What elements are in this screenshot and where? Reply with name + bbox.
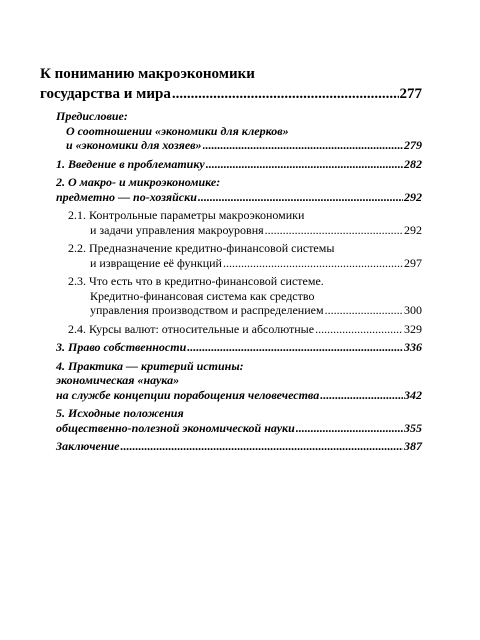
toc-entry-text: 2.1. Контрольные параметры макроэкономики (68, 208, 305, 222)
toc-entry-text: общественно-полезной экономической науки (56, 420, 295, 435)
leader-dots (320, 388, 403, 403)
toc-entry-macro-micro[interactable] (40, 175, 422, 204)
leader-dots (120, 439, 403, 454)
toc-entry-text: 3. Право собственности (56, 340, 187, 354)
toc-page-number: 355 (404, 420, 422, 435)
leader-dots (296, 421, 403, 436)
toc-entry-practice[interactable] (40, 359, 422, 403)
toc-page-number: 292 (404, 189, 422, 204)
toc-entry-text: 5. Исходные положения (56, 406, 184, 420)
toc-entry-text: 2.4. Курсы валют: относительные и абсолютные (68, 321, 315, 336)
toc-entry-text: Заключение (56, 439, 120, 453)
toc-line (56, 373, 422, 388)
toc-entry-macroeconomics[interactable] (40, 64, 422, 104)
toc-line (68, 223, 422, 238)
toc-entry-2-4[interactable] (40, 322, 422, 337)
toc-line (56, 175, 422, 190)
toc-line (56, 138, 422, 153)
leader-dots (187, 340, 403, 355)
toc-entry-preface[interactable] (40, 109, 422, 153)
toc-entry-text: и задачи управления макроуровня (90, 222, 264, 237)
toc-page-number: 387 (404, 439, 422, 453)
toc-page-number: 300 (404, 303, 422, 317)
toc-entry-text: 1. Введение в проблематику (56, 156, 205, 171)
toc-line (68, 256, 422, 271)
toc-entry-text: 4. Практика — критерий истины: (56, 358, 244, 373)
leader-dots (265, 223, 403, 238)
toc-entry-text: К пониманию макроэкономики (40, 66, 255, 82)
toc-entry-text: предметно — по-хозяйски (56, 189, 197, 204)
toc-line (56, 340, 422, 355)
toc-entry-text: экономическая «наука» (56, 373, 180, 387)
toc-line (68, 322, 422, 337)
toc-line (56, 406, 422, 421)
toc-line (56, 439, 422, 454)
toc-page-number: 279 (404, 138, 422, 152)
toc-line (56, 421, 422, 436)
toc-page-number: 336 (404, 340, 422, 354)
toc-page-number: 297 (404, 255, 422, 270)
leader-dots (172, 84, 399, 104)
leader-dots (198, 190, 403, 205)
leader-dots (206, 157, 403, 172)
toc-page-number: 282 (404, 156, 422, 171)
leader-dots (203, 138, 403, 153)
toc-entry-property-rights[interactable] (40, 340, 422, 355)
toc-line (56, 124, 422, 139)
toc-entry-introduction[interactable] (40, 157, 422, 172)
toc-entry-text: государства и мира (40, 86, 171, 102)
table-of-contents (40, 64, 422, 454)
toc-entry-2-3[interactable] (40, 274, 422, 318)
leader-dots (325, 303, 403, 318)
toc-line (68, 274, 422, 289)
toc-entry-conclusion[interactable] (40, 439, 422, 454)
toc-entry-text: 2.2. Предназначение кредитно-финансовой системы (68, 241, 335, 255)
toc-entry-text: 2.3. Что есть что в кредитно-финансовой системе. (68, 274, 324, 288)
toc-entry-text: 2. О макро- и микроэкономике: (56, 175, 221, 189)
toc-entry-2-2[interactable] (40, 241, 422, 270)
toc-line (56, 359, 422, 374)
toc-entry-text: Предисловие: (56, 109, 128, 123)
leader-dots (315, 322, 403, 337)
toc-entry-text: и «экономики для хозяев» (66, 138, 202, 152)
toc-entry-text: О соотношении «экономики для клерков» (66, 123, 289, 138)
toc-line (40, 84, 422, 104)
toc-page-number: 277 (399, 86, 422, 102)
toc-entry-initial-propositions[interactable] (40, 406, 422, 435)
toc-entry-text: управления производством и распределением (90, 303, 324, 317)
toc-page-number: 342 (404, 387, 422, 402)
toc-line (56, 109, 422, 124)
toc-line (56, 388, 422, 403)
toc-line (68, 289, 422, 304)
toc-entry-text: на службе концепции порабощения человечества (56, 387, 320, 402)
toc-entry-2-1[interactable] (40, 208, 422, 237)
toc-line (56, 157, 422, 172)
toc-line (68, 303, 422, 318)
toc-line (56, 190, 422, 205)
leader-dots (223, 256, 403, 271)
toc-line (68, 241, 422, 256)
toc-entry-text: Кредитно-финансовая система как средство (90, 288, 315, 303)
toc-line (40, 64, 422, 84)
toc-page-number: 292 (404, 222, 422, 237)
toc-page-number: 329 (404, 321, 422, 336)
toc-line (68, 208, 422, 223)
toc-entry-text: и извращение её функций (90, 255, 222, 270)
